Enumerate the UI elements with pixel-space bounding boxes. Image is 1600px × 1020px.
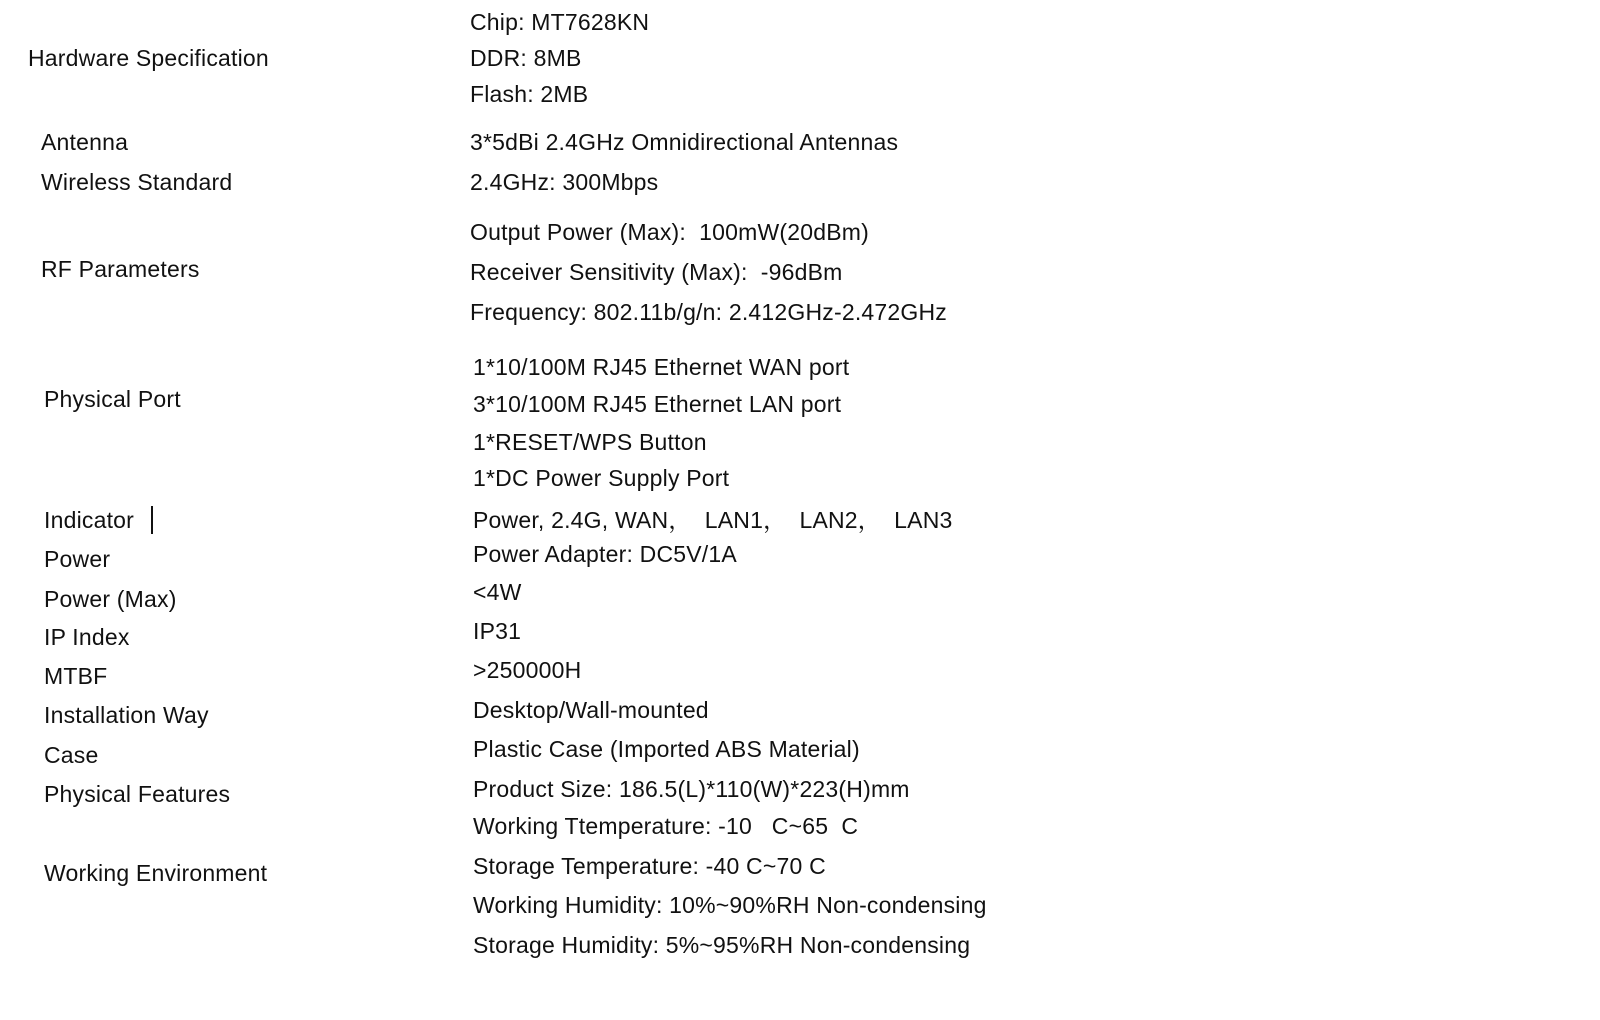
spec-value-ddr: DDR: 8MB	[470, 45, 582, 71]
spec-value-chip: Chip: MT7628KN	[470, 9, 650, 35]
spec-value-product-size: Product Size: 186.5(L)*110(W)*223(H)mm	[473, 776, 910, 802]
spec-value-storage-humidity: Storage Humidity: 5%~95%RH Non-condensing	[473, 932, 971, 958]
spec-value-dc-port: 1*DC Power Supply Port	[473, 465, 730, 491]
spec-label-power: Power	[44, 546, 111, 572]
spec-value-output-power: Output Power (Max): 100mW(20dBm)	[470, 219, 869, 245]
spec-label-indicator: Indicator	[44, 507, 135, 533]
spec-label-antenna: Antenna	[41, 129, 129, 155]
spec-value-ip-index: IP31	[473, 618, 522, 644]
spec-value-frequency: Frequency: 802.11b/g/n: 2.412GHz-2.472GHz	[470, 299, 947, 325]
spec-value-installation-way: Desktop/Wall-mounted	[473, 697, 709, 723]
spec-value-antenna: 3*5dBi 2.4GHz Omnidirectional Antennas	[470, 129, 899, 155]
spec-label-mtbf: MTBF	[44, 663, 108, 689]
spec-label-rf-parameters: RF Parameters	[41, 256, 200, 282]
text-cursor-mark	[151, 506, 153, 534]
spec-label-hardware-specification: Hardware Specification	[28, 45, 269, 71]
spec-label-power-max: Power (Max)	[44, 586, 177, 612]
spec-label-installation-way: Installation Way	[44, 702, 209, 728]
spec-value-power-max: <4W	[473, 579, 522, 605]
spec-label-wireless-standard: Wireless Standard	[41, 169, 233, 195]
spec-value-working-temperature: Working Ttemperature: -10 C~65 C	[473, 813, 859, 839]
spec-value-indicator: Power, 2.4G, WAN， LAN1， LAN2， LAN3	[473, 507, 953, 533]
spec-value-wireless-standard: 2.4GHz: 300Mbps	[470, 169, 659, 195]
spec-value-lan-port: 3*10/100M RJ45 Ethernet LAN port	[473, 391, 842, 417]
spec-value-power: Power Adapter: DC5V/1A	[473, 541, 737, 567]
spec-label-physical-port: Physical Port	[44, 386, 181, 412]
spec-label-working-environment: Working Environment	[44, 860, 268, 886]
spec-label-physical-features: Physical Features	[44, 781, 231, 807]
spec-value-working-humidity: Working Humidity: 10%~90%RH Non-condensing	[473, 892, 987, 918]
spec-value-mtbf: >250000H	[473, 657, 582, 683]
spec-value-wan-port: 1*10/100M RJ45 Ethernet WAN port	[473, 354, 850, 380]
spec-value-receiver-sensitivity: Receiver Sensitivity (Max): -96dBm	[470, 259, 843, 285]
spec-value-storage-temperature: Storage Temperature: -40 C~70 C	[473, 853, 826, 879]
spec-value-reset-button: 1*RESET/WPS Button	[473, 429, 707, 455]
spec-value-flash: Flash: 2MB	[470, 81, 589, 107]
spec-label-ip-index: IP Index	[44, 624, 130, 650]
spec-label-case: Case	[44, 742, 99, 768]
spec-value-case: Plastic Case (Imported ABS Material)	[473, 736, 860, 762]
